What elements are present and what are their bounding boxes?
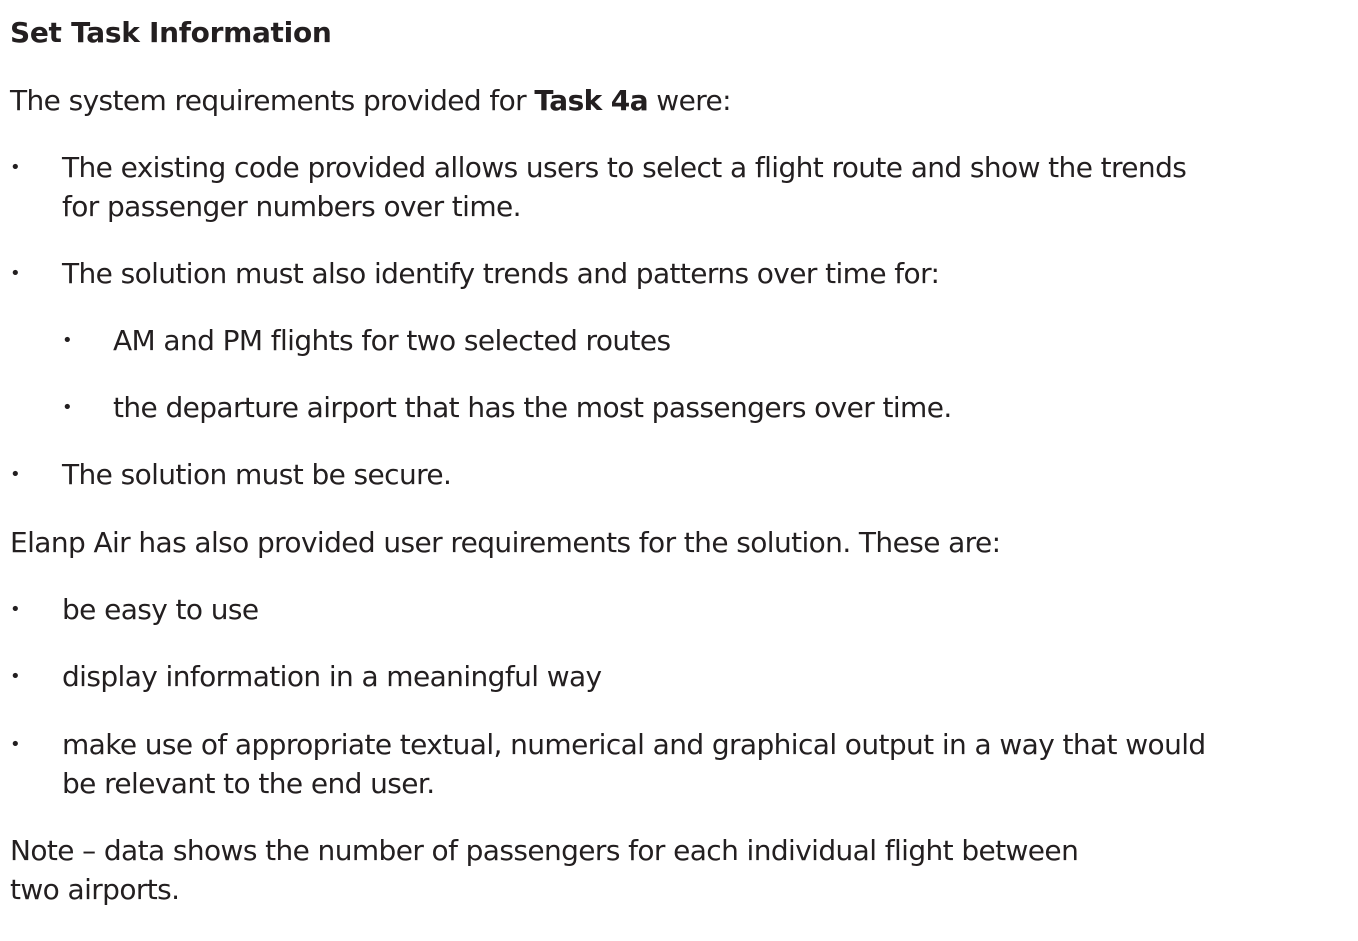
sub-list-item-text: the departure airport that has the most passengers over time. (113, 391, 952, 424)
user-requirements-intro: Elanp Air has also provided user requirements for the solution. These are: (10, 526, 1001, 559)
bullet-marker: • (10, 599, 21, 620)
bullet-marker: • (10, 157, 21, 178)
list-item-text: be easy to use (62, 593, 259, 626)
list-item-line: make use of appropriate textual, numerical and graphical output in a way that would (62, 728, 1206, 761)
bullet-marker: • (62, 330, 73, 351)
list-item-line: be relevant to the end user. (62, 767, 435, 800)
bullet-marker: • (10, 734, 21, 755)
list-item-text: The solution must also identify trends and patterns over time for: (62, 257, 940, 290)
bullet-marker: • (62, 397, 73, 418)
note-paragraph (10, 831, 1078, 909)
bullet-marker: • (10, 263, 21, 284)
bullet-marker: • (10, 666, 21, 687)
intro-suffix: were: (648, 84, 731, 117)
list-item-line: for passenger numbers over time. (62, 190, 521, 223)
note-line: Note – data shows the number of passengers for each individual flight between (10, 834, 1079, 867)
page-title: Set Task Information (10, 16, 332, 49)
note-line: two airports. (10, 873, 180, 906)
intro-prefix: The system requirements provided for (10, 84, 535, 117)
bullet-marker: • (10, 464, 21, 485)
list-item-line: The existing code provided allows users to select a flight route and show the trends (62, 151, 1187, 184)
list-item-text: The solution must be secure. (62, 458, 452, 491)
task-label: Task 4a (534, 84, 648, 117)
sub-list-item-text: AM and PM flights for two selected routes (113, 324, 671, 357)
list-item-text (62, 148, 1186, 226)
list-item-text (62, 725, 1206, 803)
intro-paragraph (10, 81, 731, 120)
list-item-text: display information in a meaningful way (62, 660, 602, 693)
